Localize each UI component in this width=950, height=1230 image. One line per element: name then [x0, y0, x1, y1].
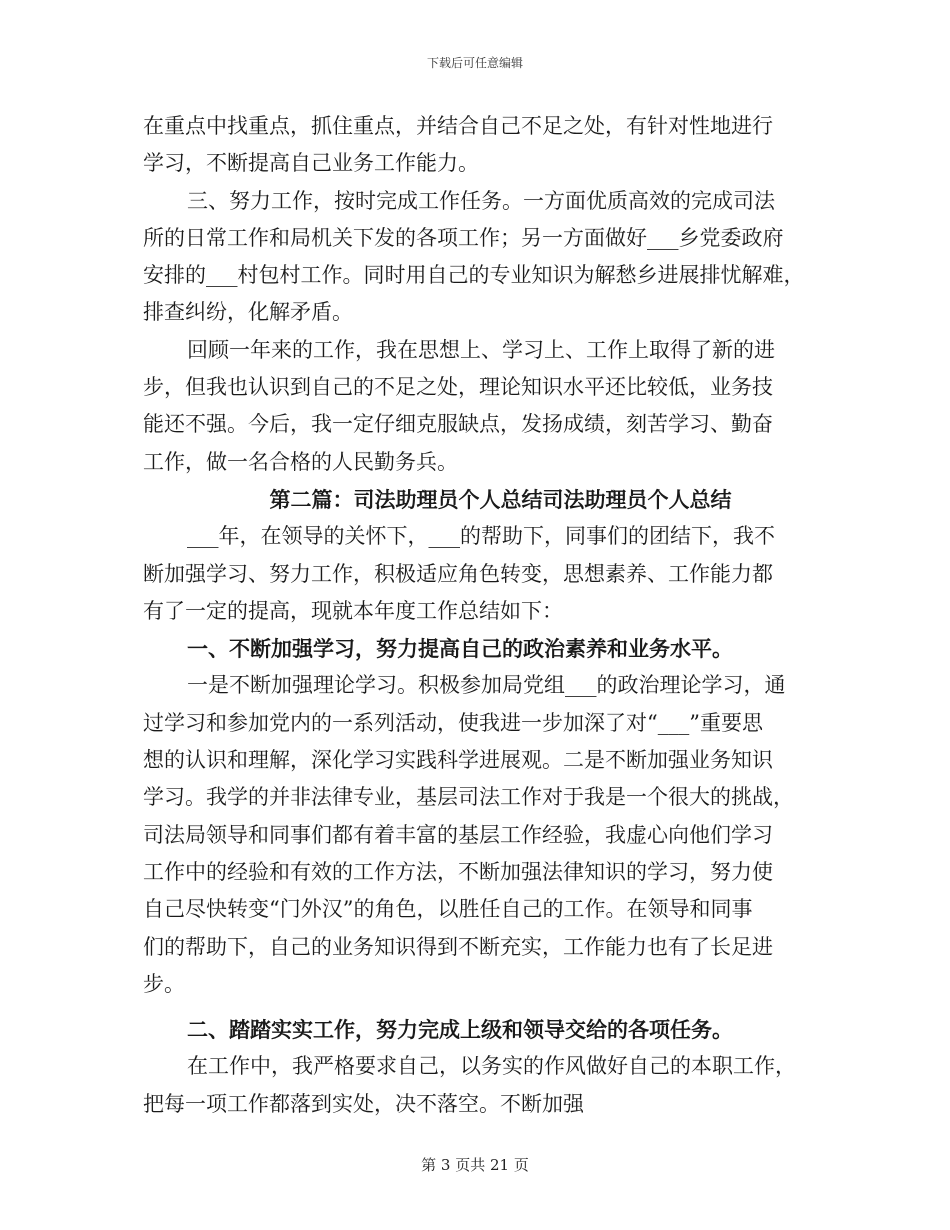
text-line: 所的日常工作和局机关下发的各项工作；另一方面做好___乡党委政府 — [143, 225, 784, 250]
section-heading: 二、踏踏实实工作，努力完成上级和领导交给的各项任务。 — [187, 1017, 733, 1043]
text-line: 能还不强。今后，我一定仔细克服缺点，发扬成绩，刻苦学习、勤奋 — [143, 412, 773, 437]
text-line: 回顾一年来的工作，我在思想上、学习上、工作上取得了新的进 — [187, 337, 775, 362]
text-line: 断加强学习、努力工作，积极适应角色转变，思想素养、工作能力都 — [143, 561, 773, 586]
text-line: 想的认识和理解，深化学习实践科学进展观。二是不断加强业务知识 — [143, 748, 773, 773]
text-line: 步。 — [143, 971, 185, 996]
text-line: 一是不断加强理论学习。积极参加局党组___的政治理论学习，通 — [187, 673, 786, 698]
section-title: 第二篇：司法助理员个人总结司法助理员个人总结 — [269, 486, 732, 512]
text-line: 排查纠纷，化解矛盾。 — [143, 300, 353, 325]
text-line: 工作，做一名合格的人民勤务兵。 — [143, 449, 458, 474]
text-line: 在重点中找重点，抓住重点，并结合自己不足之处，有针对性地进行 — [143, 114, 773, 138]
page-header: 下载后可任意编辑 — [426, 56, 523, 70]
text-line: 步，但我也认识到自己的不足之处，理论知识水平还比较低，业务技 — [143, 375, 773, 400]
text-line: 有了一定的提高，现就本年度工作总结如下： — [143, 598, 563, 623]
page-footer: 第 3 页共 21 页 — [421, 1156, 529, 1174]
text-line: 把每一项工作都落到实处，决不落空。不断加强 — [143, 1091, 584, 1116]
text-line: 学习。我学的并非法律专业，基层司法工作对于我是一个很大的挑战， — [143, 785, 794, 810]
text-line: 在工作中，我严格要求自己，以务实的作风做好自己的本职工作， — [187, 1054, 796, 1079]
text-line: 工作中的经验和有效的工作方法，不断加强法律知识的学习，努力使 — [143, 859, 773, 884]
document-body — [143, 108, 808, 1123]
section-heading: 一、不断加强学习，努力提高自己的政治素养和业务水平。 — [187, 636, 733, 662]
text-line: 司法局领导和同事们都有着丰富的基层工作经验，我虚心向他们学习 — [143, 822, 773, 847]
text-line: 自己尽快转变“门外汉”的角色，以胜任自己的工作。在领导和同事 — [143, 897, 753, 922]
text-line: 学习，不断提高自己业务工作能力。 — [143, 151, 479, 176]
text-line: 安排的___村包村工作。同时用自己的专业知识为解愁乡进展排忧解难， — [143, 263, 805, 288]
text-line: ___年，在领导的关怀下，___的帮助下，同事们的团结下，我不 — [187, 524, 775, 549]
text-line: 们的帮助下，自己的业务知识得到不断充实，工作能力也有了长足进 — [143, 934, 773, 959]
text-line: 三、努力工作，按时完成工作任务。一方面优质高效的完成司法 — [187, 188, 775, 213]
text-line: 过学习和参加党内的一系列活动，使我进一步加深了对“___”重要思 — [143, 710, 763, 735]
